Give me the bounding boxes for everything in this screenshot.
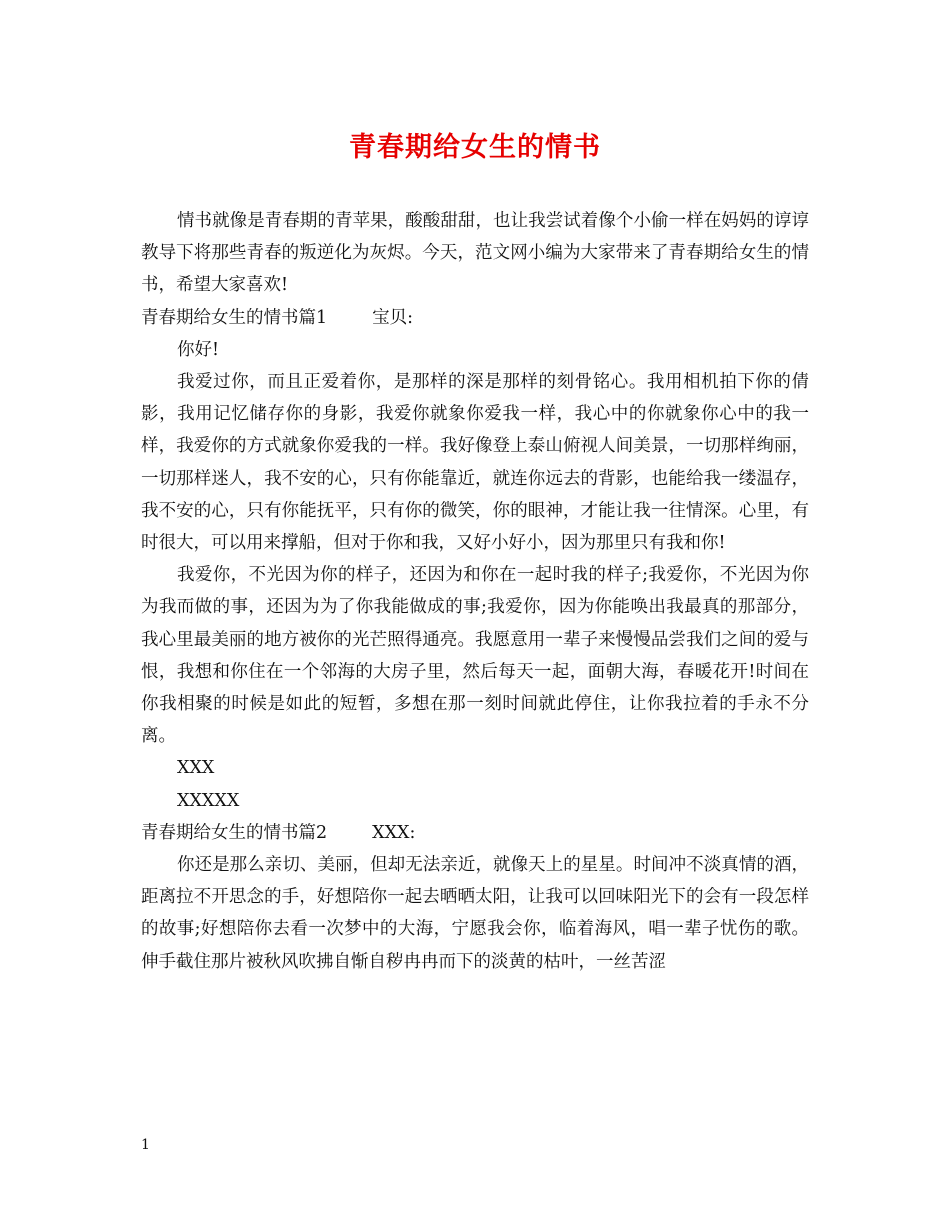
section-2-paragraph-1: 你还是那么亲切、美丽，但却无法亲近，就像天上的星星。时间冲不淡真情的酒，距离拉不开思念的手，好想陪你一起去晒晒太阳，让我可以回味阳光下的会有一段怎样的故事;好想陪你去看一次梦中的大海，宁愿我会你，临着海风，唱一辈子忧伤的歌。伸手截住那片被秋风吹拂自惭自秽冉冉而下的淡黄的枯叶，一丝苦涩 bbox=[141, 855, 809, 972]
section-1-salutation: 宝贝: bbox=[372, 307, 414, 328]
section-1-paragraph-1: 我爱过你，而且正爱着你，是那样的深是那样的刻骨铭心。我用相机拍下你的倩影，我用记忆储存你的身影，我爱你就象你爱我一样，我心中的你就象你心中的我一样，我爱你的方式就象你爱我的一样。我好像登上泰山俯视人间美景，一切那样绚丽，一切那样迷人，我不安的心，只有你能靠近，就连你远去的背影，也能给我一缕温存，我不安的心，只有你能抚平，只有你的微笑，你的眼神，才能让我一往情深。心里，有时很大，可以用来撑船，但对于你和我，又好小好小，因为那里只有我和你! bbox=[141, 372, 809, 554]
section-1-greeting: 你好! bbox=[177, 339, 220, 360]
section-heading-1-title: 青春期给女生的情书篇1 bbox=[141, 307, 328, 328]
section-heading-2 bbox=[141, 817, 809, 849]
section-1-paragraph-2: 我爱你，不光因为你的样子，还因为和你在一起时我的样子;我爱你，不光因为你为我而做的事，还因为为了你我能做成的事;我爱你，因为你能唤出我最真的那部分，我心里最美丽的地方被你的光芒照得通亮。我愿意用一辈子来慢慢品尝我们之间的爱与恨，我想和你住在一个邻海的大房子里，然后每天一起，面朝大海，春暖花开!时间在你我相聚的时候是如此的短暂，多想在那一刻时间就此停住，让你我拉着的手永不分离。 bbox=[141, 565, 809, 747]
section-heading-1 bbox=[141, 302, 809, 334]
page-number: 1 bbox=[141, 1137, 150, 1153]
document-title: 青春期给女生的情书 bbox=[349, 132, 601, 163]
section-1-signature-date: XXXXX bbox=[177, 790, 240, 811]
section-1-signature-name: XXX bbox=[177, 758, 215, 779]
section-2-salutation: XXX: bbox=[372, 822, 416, 843]
intro-paragraph: 情书就像是青春期的青苹果，酸酸甜甜，也让我尝试着像个小偷一样在妈妈的谆谆教导下将那些青春的叛逆化为灰烬。今天，范文网小编为大家带来了青春期给女生的情书，希望大家喜欢! bbox=[141, 211, 809, 296]
document-body bbox=[141, 205, 809, 978]
section-heading-2-title: 青春期给女生的情书篇2 bbox=[141, 822, 328, 843]
